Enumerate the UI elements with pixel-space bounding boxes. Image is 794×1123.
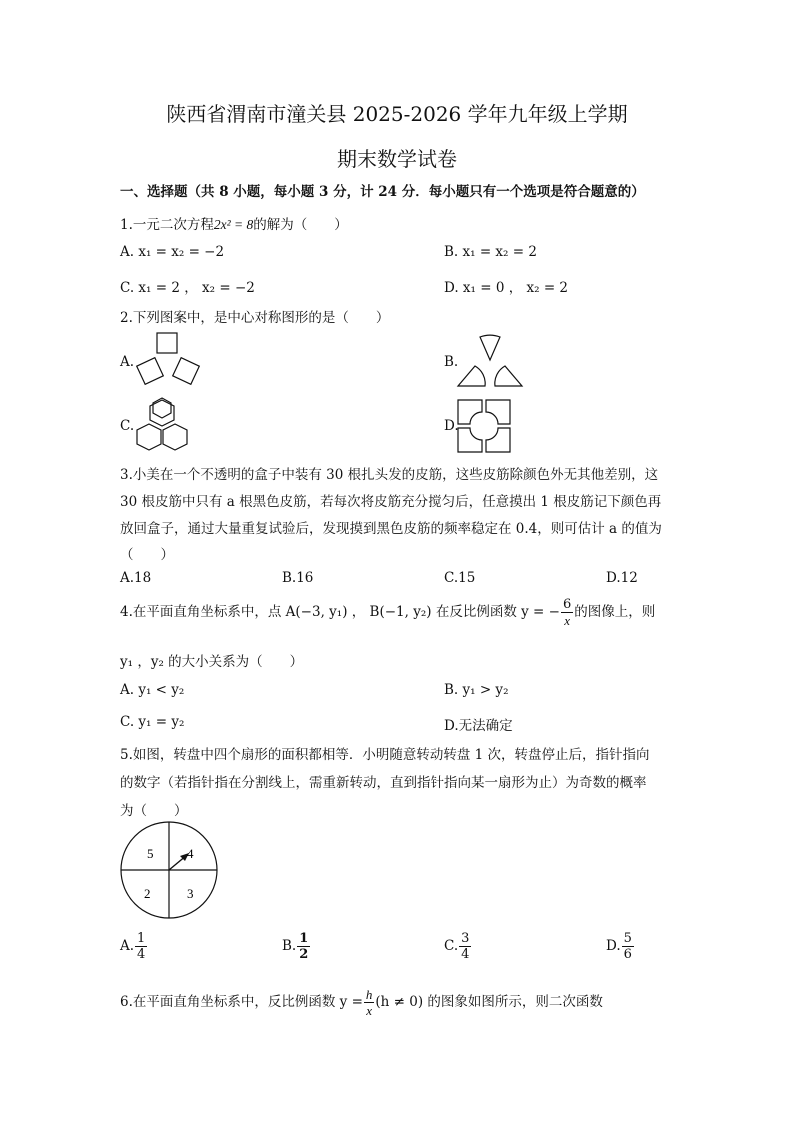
q2-option-a-label: A. <box>120 354 135 370</box>
q2-figure-a <box>130 328 210 390</box>
q5-line1: 5.如图，转盘中四个扇形的面积都相等．小明随意转动转盘 1 次，转盘停止后，指针指向 <box>120 747 650 763</box>
q4-option-b: B. y₁ > y₂ <box>444 682 509 698</box>
q6-stem-a: 6.在平面直角坐标系中，反比例函数 y = <box>120 994 363 1010</box>
spinner-sector-tl: 5 <box>147 846 154 861</box>
q5-c-den: 4 <box>461 947 470 962</box>
q5-c-num: 3 <box>461 931 470 946</box>
q5-option-c <box>444 932 472 961</box>
q1-equation: 2x² = 8 <box>213 217 254 232</box>
q4-stem-b: 的图像上，则 <box>574 604 656 620</box>
q5-d-label: D. <box>606 938 621 954</box>
q5-b-frac <box>297 932 310 961</box>
q6-fraction <box>364 988 375 1017</box>
q3-option-b: B.16 <box>282 570 314 586</box>
q6-frac-den: x <box>366 1003 373 1018</box>
q1-stem <box>120 213 348 233</box>
q3-line1: 3.小美在一个不透明的盒子中装有 30 根扎头发的皮筋，这些皮筋除颜色外无其他差别，这 <box>120 467 659 483</box>
q5-c-frac <box>459 932 471 961</box>
q2-option-b-label: B. <box>444 354 459 370</box>
q1-option-a: A. x₁ = x₂ = −2 <box>120 244 225 260</box>
q1-option-b: B. x₁ = x₂ = 2 <box>444 244 537 260</box>
q6-frac-num: h <box>365 987 373 1002</box>
q5-line2: 的数字（若指针指在分割线上，需重新转动，直到指针指向某一扇形为止）为奇数的概率 <box>120 775 647 791</box>
q4-stem <box>120 598 655 627</box>
q5-c-label: C. <box>444 938 459 954</box>
q4-frac-num: 6 <box>562 597 572 612</box>
q5-option-a <box>120 932 148 961</box>
q5-a-den: 4 <box>137 947 146 962</box>
spinner-sector-bl: 2 <box>144 886 151 901</box>
q5-b-den: 2 <box>299 947 309 962</box>
spinner-sector-tr: 4 <box>187 846 194 861</box>
q2-option-c-label: C. <box>120 418 135 434</box>
q5-d-num: 5 <box>623 931 632 946</box>
q4-frac-den: x <box>564 613 570 628</box>
q4-option-d: D.无法确定 <box>444 718 513 734</box>
q5-a-frac <box>135 932 147 961</box>
q5-option-b <box>282 932 311 961</box>
q4-line2: y₁ ，y₂ 的大小关系为（ ） <box>120 654 304 670</box>
title-line1: 陕西省渭南市潼关县 2025-2026 学年九年级上学期 <box>166 102 628 126</box>
q1-option-d: D. x₁ = 0 ， x₂ = 2 <box>444 280 569 296</box>
q4-stem-a: 4.在平面直角坐标系中，点 A(−3, y₁) ， B(−1, y₂) 在反比例函数 y = − <box>120 604 560 620</box>
q1-option-c: C. x₁ = 2 ， x₂ = −2 <box>120 280 255 296</box>
q5-a-label: A. <box>120 938 135 954</box>
q3-line3: 放回盒子，通过大量重复试验后，发现摸到黑色皮筋的频率稳定在 0.4，则可估计 a 的值为 <box>120 521 662 537</box>
title-line2: 期末数学试卷 <box>337 147 457 171</box>
q2-figure-d <box>456 398 512 454</box>
q4-option-a: A. y₁ < y₂ <box>120 682 185 698</box>
q5-b-num: 1 <box>299 931 309 946</box>
q4-option-c: C. y₁ = y₂ <box>120 714 185 730</box>
q2-figure-b <box>455 330 525 390</box>
q5-d-frac <box>622 932 634 961</box>
q4-fraction <box>561 598 573 627</box>
q3-option-d: D.12 <box>606 570 638 586</box>
q5-a-num: 1 <box>137 931 146 946</box>
q3-line4: （ ） <box>120 547 174 563</box>
q3-line2: 30 根皮筋中只有 a 根黑色皮筋，若每次将皮筋充分搅匀后，任意摸出 1 根皮筋记下颜色再 <box>120 494 662 510</box>
q5-d-den: 6 <box>623 947 632 962</box>
q5-line3: 为（ ） <box>120 803 188 819</box>
q6-stem-b: (h ≠ 0) 的图象如图所示，则二次函数 <box>375 994 603 1010</box>
q1-stem-b: 的解为（ ） <box>253 217 348 233</box>
q5-option-d <box>606 932 635 961</box>
q5-b-label: B. <box>282 938 297 954</box>
section-header: 一、选择题（共 8 小题，每小题 3 分，计 24 分．每小题只有一个选项是符合题意的） <box>120 184 645 200</box>
q3-option-a: A.18 <box>120 570 152 586</box>
q2-figure-c <box>132 396 194 454</box>
q2-stem: 2.下列图案中，是中心对称图形的是（ ） <box>120 310 390 326</box>
q2-option-d-label: D. <box>444 418 459 434</box>
q5-spinner <box>119 820 219 920</box>
q1-stem-a: 1.一元二次方程 <box>120 217 214 233</box>
q3-option-c: C.15 <box>444 570 476 586</box>
q6-stem <box>120 988 603 1017</box>
spinner-sector-br: 3 <box>187 886 194 901</box>
